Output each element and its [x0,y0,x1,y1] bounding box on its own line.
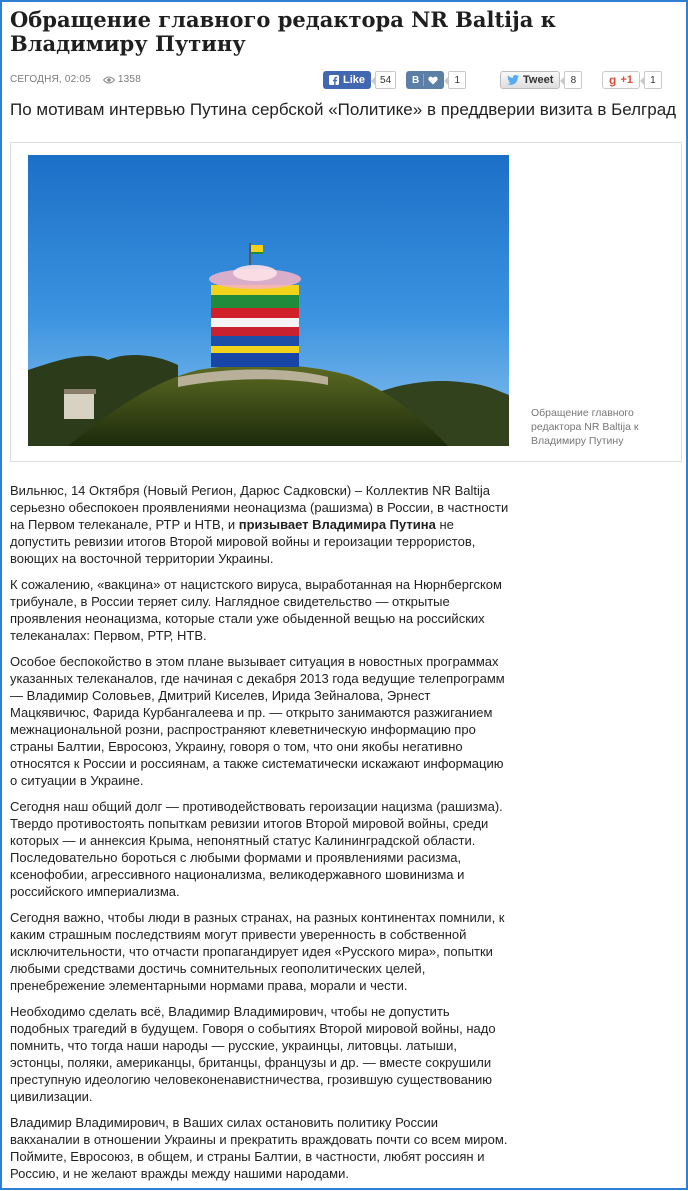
twitter-share [500,71,582,89]
article-photo[interactable] [28,155,509,446]
article-figure [10,142,682,462]
vk-divider [423,74,424,86]
facebook-like-count: 54 [375,71,396,89]
views-count: 1358 [117,74,141,85]
gplus-share [602,71,662,89]
image-caption: Обращение главного редактора NR Baltija к Владимиру Путину [531,407,639,447]
article-paragraph: К сожалению, «вакцина» от нацистского вируса, выработанная на Нюрнбергском трибунале, в России теряет силу. Наглядное свидетельство — открытые проявления неонацизма, которые стали уже обыденной вещью на российских телеканалах: Первом, РТР, НТВ. [10,577,502,643]
article-body [10,482,510,1191]
article-paragraph [10,482,510,567]
tweet-button[interactable]: Tweet [500,71,560,89]
article-paragraph: Необходимо сделать всё, Владимир Владимирович, чтобы не допустить подобных трагедий в будущем. Говоря о событиях Второй мировой войны, надо помнить, что тогда наши народы — русские, украинцы, литовцы. латыши, эстонцы, поляки, американцы, британцы, французы и др. — вместе сокрушили преступную идеологию человеконенавистничества, грозившую существованию цивилизации. [10,1004,496,1104]
gplus-count: 1 [644,71,662,89]
article-paragraph: Особое беспокойство в этом плане вызывает ситуация в новостных программах указанных телеканалов, где начиная с декабря 2013 года ведущие телепрограмм — Владимир Соловьев, Дмитрий Киселев, Ирида Зейналова, Эрнест Мацкявичюс, Фарида Курбангалеева и пр. — открыто занимаются разжиганием межнациональной розни, распространяют клеветническую информацию про страны Балтии, Евросоюз, Украину, говоря о том, что они якобы негативно относятся к России и россиянам, а также систематически искажают информацию о ситуации в Украине. [10,654,505,788]
article-title: Обращение главного редактора NR Baltija к Владимиру Путину [10,7,556,56]
article-paragraph: Владимир Владимирович, в Ваших силах остановить политику России вакханалии в отношении Украины и прекратить враждовать почти со всем миром. Поймите, Евросоюз, в общем, и страны Балтии, в частности, любят россиян и Россию, и не желают вражды между нашими народами. [10,1115,508,1181]
paragraph-text: Вильнюс, 14 Октября (Новый Регион, Дарюс Садковски) – Коллектив NR Baltija серьезно обеспокоен проявлениями неонацизма (рашизма) в России, в частности на Первом телеканале, РТР и НТВ, и [10,483,509,532]
gediminas-tower-photo [28,155,509,446]
vk-like-count: 1 [448,71,466,89]
article-subtitle: По мотивам интервью Путина сербской «Политике» в преддверии визита в Белград [10,100,677,119]
twitter-bird-icon [507,75,519,85]
highlighted-text: призывает Владимира Путина [238,517,436,532]
article-paragraph: Сегодня важно, чтобы люди в разных странах, на разных континентах помнили, к каким страшным последствиям могут привести уверенность в собственной исключительности, что отчасти пропагандирует идея «Русского мира», попытки любыми средствами достичь сомнительных геополитических целей, пренебрежение элементарными нормами права, морали и чести. [10,910,505,993]
views-counter [103,74,141,85]
article-paragraph: Сегодня наш общий долг — противодействовать героизации нацизма (рашизма). Твердо противостоять попыткам ревизии итогов Второй мировой войны, среди которых — и аннексия Крыма, непонятный статус Калининградской области. Последовательно бороться с любыми формами и проявлениями расизма, ксенофобии, агрессивного национализма, великодержавного шовинизма и российского империализма. [10,799,503,899]
facebook-like-button[interactable]: Like [323,71,371,89]
facebook-icon [329,75,339,85]
article-meta [10,74,141,85]
heart-icon [428,76,438,85]
vk-like-button[interactable]: В [406,71,444,89]
vk-share [406,71,466,89]
tweet-count: 8 [564,71,582,89]
paragraph-text: не допустить ревизии итогов Второй мировой войны и героизации террористов, воющих на восточной территории Украины. [10,517,476,566]
gplus-button[interactable]: g +1 [602,71,640,89]
gplus-icon: g [609,73,617,87]
facebook-share [323,71,396,89]
article-date: СЕГОДНЯ, 02:05 [10,74,91,85]
eye-icon [103,76,115,84]
